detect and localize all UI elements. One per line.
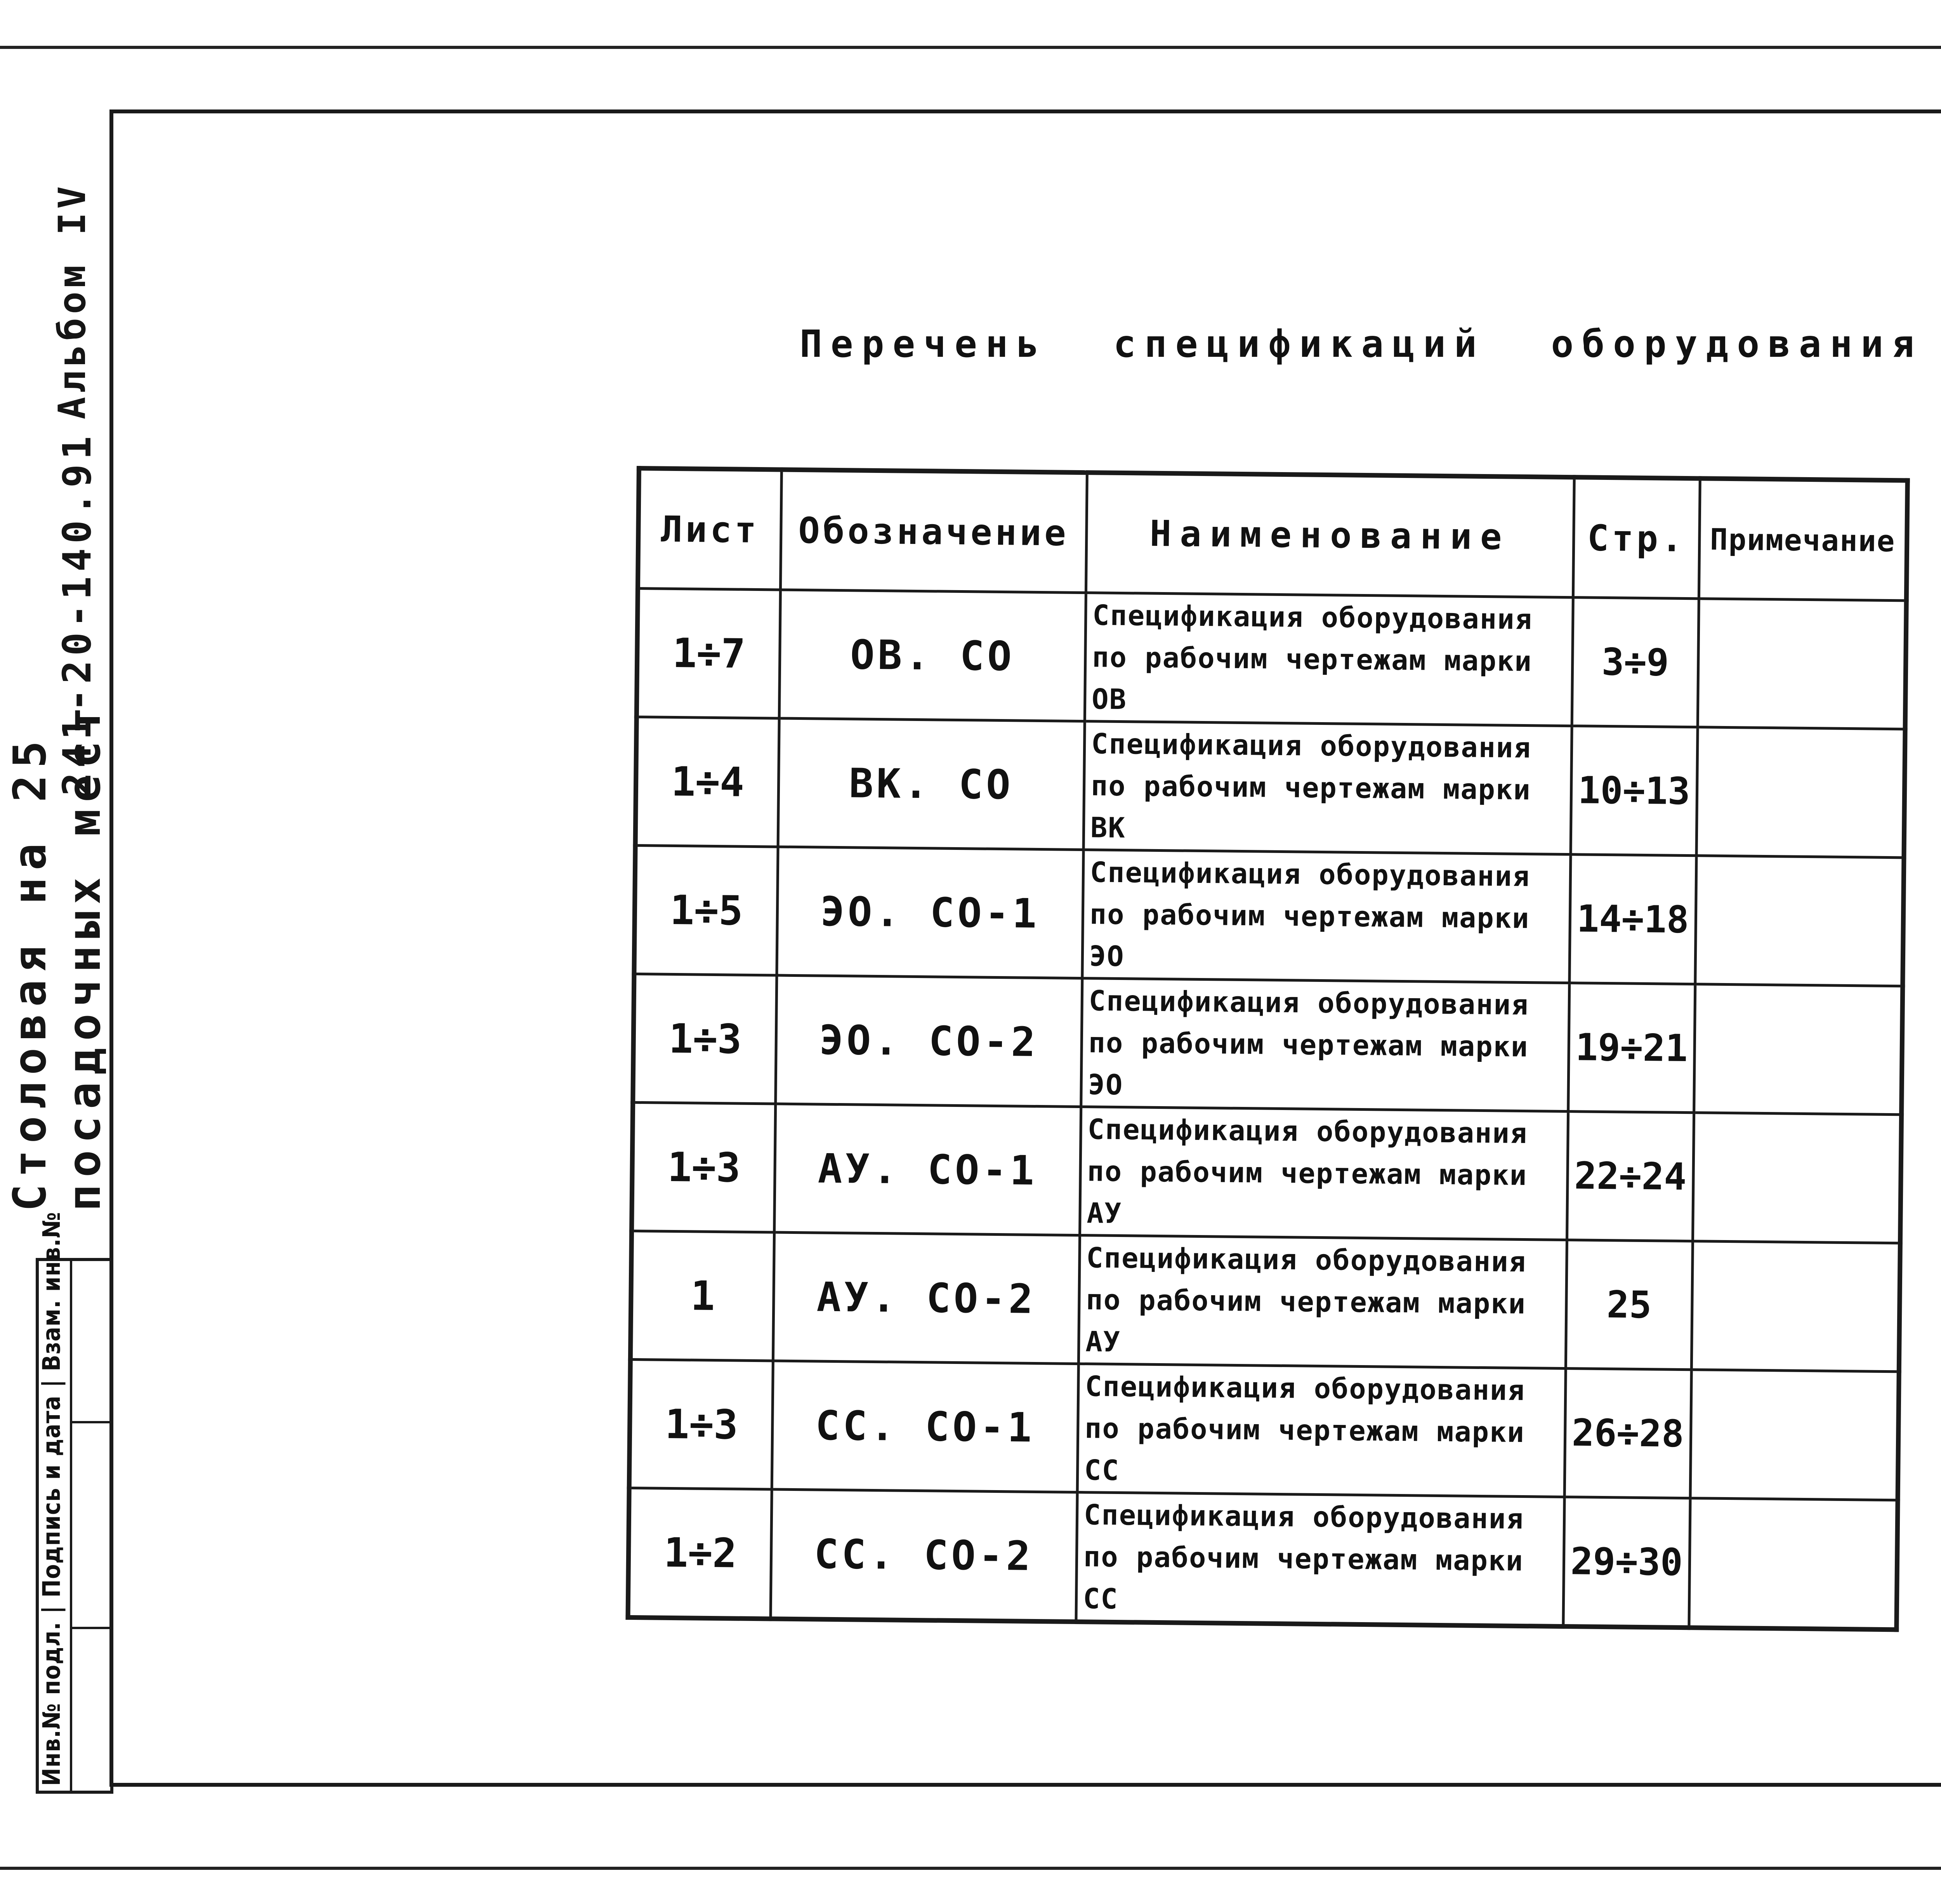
header-name: Наименование bbox=[1086, 473, 1574, 598]
side-album-label: Альбом IV bbox=[50, 182, 94, 419]
cell-sheet: 1÷2 bbox=[628, 1488, 772, 1619]
header-page: Стр. bbox=[1573, 477, 1700, 599]
page-border-bottom bbox=[0, 1867, 1941, 1870]
stamp-divider bbox=[70, 1258, 72, 1794]
page-border-top bbox=[0, 46, 1941, 49]
cell-page: 25 bbox=[1566, 1240, 1693, 1370]
cell-page: 19÷21 bbox=[1568, 983, 1695, 1113]
header-note: Примечание bbox=[1699, 478, 1908, 601]
cell-note bbox=[1691, 1241, 1900, 1372]
cell-page: 26÷28 bbox=[1564, 1369, 1691, 1498]
header-sheet: Лист bbox=[638, 468, 781, 590]
cell-page: 3÷9 bbox=[1572, 598, 1699, 727]
cell-name: Спецификация оборудования по рабочим чертежам марки СС bbox=[1076, 1492, 1564, 1627]
cell-note bbox=[1695, 856, 1904, 986]
specification-table bbox=[625, 466, 1910, 1632]
table-row bbox=[632, 1102, 1901, 1243]
cell-sheet: 1÷5 bbox=[634, 846, 778, 976]
cell-name: Спецификация оборудования по рабочим чертежам марки АУ bbox=[1080, 1107, 1568, 1240]
cell-page: 14÷18 bbox=[1569, 855, 1696, 984]
cell-note bbox=[1690, 1370, 1899, 1500]
cell-page: 22÷24 bbox=[1567, 1112, 1694, 1241]
table-row bbox=[629, 1359, 1899, 1500]
cell-sheet: 1÷4 bbox=[635, 717, 779, 847]
table-row bbox=[634, 846, 1904, 986]
cell-name: Спецификация оборудования по рабочим чертежам марки ЭО bbox=[1082, 850, 1571, 983]
header-code: Обозначение bbox=[780, 470, 1087, 593]
side-project-code: 241-20-140.91 bbox=[54, 431, 100, 796]
table-row bbox=[637, 589, 1906, 729]
cell-note bbox=[1694, 984, 1903, 1115]
cell-sheet: 1 bbox=[630, 1231, 774, 1361]
cell-note bbox=[1693, 1113, 1901, 1243]
stamp-divider bbox=[70, 1421, 113, 1423]
cell-sheet: 1÷3 bbox=[632, 1102, 775, 1232]
table-header-row bbox=[638, 468, 1908, 601]
cell-name: Спецификация оборудования по рабочим чертежам марки ВК bbox=[1083, 721, 1572, 855]
table-row bbox=[635, 717, 1905, 858]
stamp-divider bbox=[70, 1627, 113, 1629]
cell-sheet: 1÷3 bbox=[629, 1359, 773, 1489]
side-title-line-2: посадочных мест bbox=[58, 700, 111, 1211]
cell-page: 10÷13 bbox=[1571, 726, 1698, 856]
side-title-line-1: Столовая на 25 bbox=[4, 734, 56, 1211]
cell-code: ЭО. СО-1 bbox=[776, 847, 1083, 978]
cell-name: Спецификация оборудования по рабочим чертежам марки АУ bbox=[1078, 1235, 1567, 1369]
cell-code: АУ. СО-1 bbox=[774, 1104, 1081, 1235]
cell-page: 29÷30 bbox=[1563, 1497, 1690, 1628]
cell-name: Спецификация оборудования по рабочим чертежам марки ЭО bbox=[1081, 978, 1569, 1112]
document-title: Перечень спецификаций оборудования bbox=[800, 322, 1923, 366]
cell-sheet: 1÷3 bbox=[633, 974, 776, 1104]
cell-code: СС. СО-1 bbox=[772, 1361, 1079, 1492]
table-row bbox=[633, 974, 1903, 1114]
cell-code: АУ. СО-2 bbox=[773, 1232, 1080, 1364]
cell-name: Спецификация оборудования по рабочим чертежам марки СС bbox=[1077, 1364, 1566, 1497]
cell-name: Спецификация оборудования по рабочим чертежам марки ОВ bbox=[1085, 593, 1573, 726]
cell-code: ЭО. СО-2 bbox=[775, 975, 1082, 1107]
cell-note bbox=[1689, 1498, 1898, 1630]
cell-code: ОВ. СО bbox=[779, 590, 1086, 721]
stamp-labels: Инв.№ подл. | Подпись и дата | Взам. инв.№ bbox=[37, 1211, 66, 1786]
cell-note bbox=[1696, 727, 1905, 858]
cell-note bbox=[1698, 599, 1906, 729]
cell-code: ВК. СО bbox=[778, 718, 1085, 850]
cell-sheet: 1÷7 bbox=[637, 589, 780, 719]
table-row bbox=[628, 1488, 1898, 1630]
cell-code: СС. СО-2 bbox=[771, 1489, 1078, 1622]
table-row bbox=[630, 1231, 1900, 1371]
